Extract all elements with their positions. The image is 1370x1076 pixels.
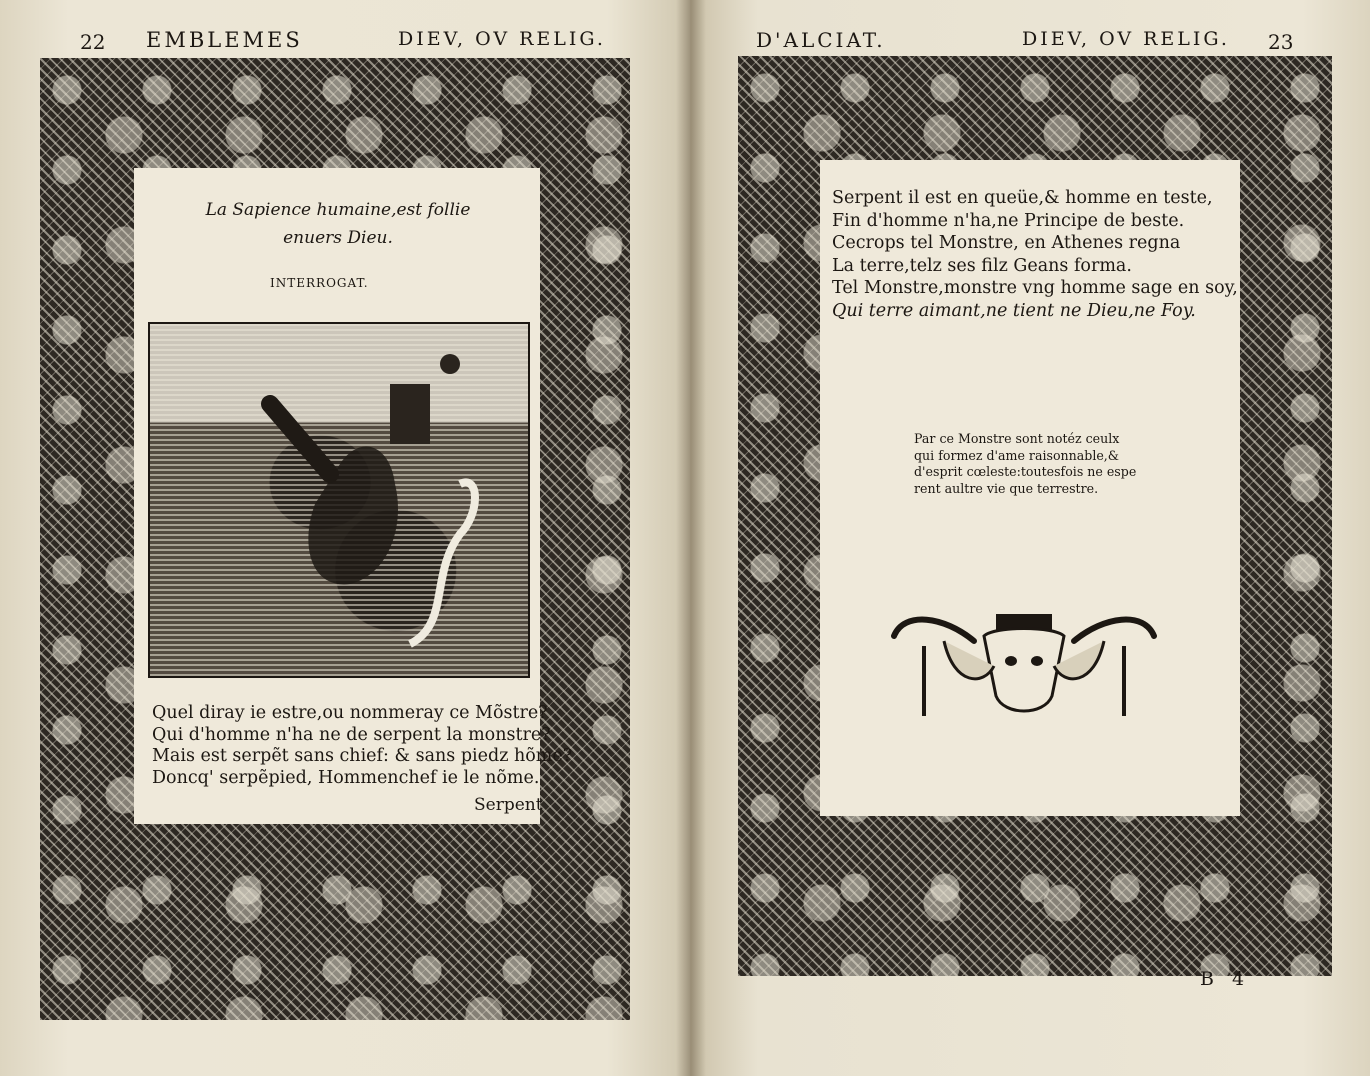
running-head-section-left: DIEV, OV RELIG. — [398, 28, 606, 50]
verse-line: Doncq' serpẽpied, Hommenchef ie le nõme. — [152, 767, 540, 788]
verse-line: Cecrops tel Monstre, en Athenes regna — [832, 233, 1181, 253]
woodcut-figure — [150, 324, 528, 676]
note-line: qui formez d'ame raisonnable,& — [914, 447, 1120, 463]
right-page — [690, 0, 1370, 1076]
motto-line-2: enuers Dieu. — [283, 228, 393, 248]
note-line: d'esprit cœleste:toutesfois ne espe — [914, 464, 1137, 479]
gutter-shadow — [676, 0, 706, 1076]
verse-line: Mais est serpẽt sans chief: & sans piedz hõme? — [152, 746, 573, 766]
page-number-left: 22 — [80, 30, 106, 54]
page-number-right: 23 — [1268, 30, 1294, 54]
verse-line: La terre,telz ses filz Geans forma. — [832, 255, 1132, 276]
verse-line: Tel Monstre,monstre vng homme sage en soy, — [832, 278, 1238, 298]
latin-title: INTERROGAT. — [270, 276, 369, 290]
running-head-section-right: DIEV, OV RELIG. — [1022, 28, 1230, 50]
verse-line: Qui d'homme n'ha ne de serpent la monstre? — [152, 724, 551, 745]
ox-skull-ornament — [884, 606, 1164, 736]
signature-mark: B 4 — [1200, 968, 1251, 990]
emblem-verse-left — [152, 703, 572, 789]
catchword: Serpent — [474, 795, 543, 815]
verse-line: Qui terre aimant,ne tient ne Dieu,ne Foy. — [832, 300, 1196, 321]
verse-line: Serpent il est en queüe,& homme en teste, — [832, 188, 1213, 208]
note-line: rent aultre vie que terrestre. — [914, 480, 1099, 496]
note-line: Par ce Monstre sont notéz ceulx — [914, 431, 1120, 446]
emblem-woodcut-image — [148, 322, 530, 678]
commentary-note — [914, 431, 1136, 497]
emblem-verse-right — [832, 187, 1238, 322]
verse-line: Quel diray ie estre,ou nommeray ce Mõstre? — [152, 703, 548, 723]
motto-line-1: La Sapience humaine,est follie — [205, 200, 471, 220]
running-head-emblemes: EMBLEMES — [146, 28, 303, 52]
verse-line: Fin d'homme n'ha,ne Principe de beste. — [832, 210, 1185, 231]
running-head-alciat: D'ALCIAT. — [756, 28, 886, 52]
emblem-motto — [150, 196, 526, 252]
